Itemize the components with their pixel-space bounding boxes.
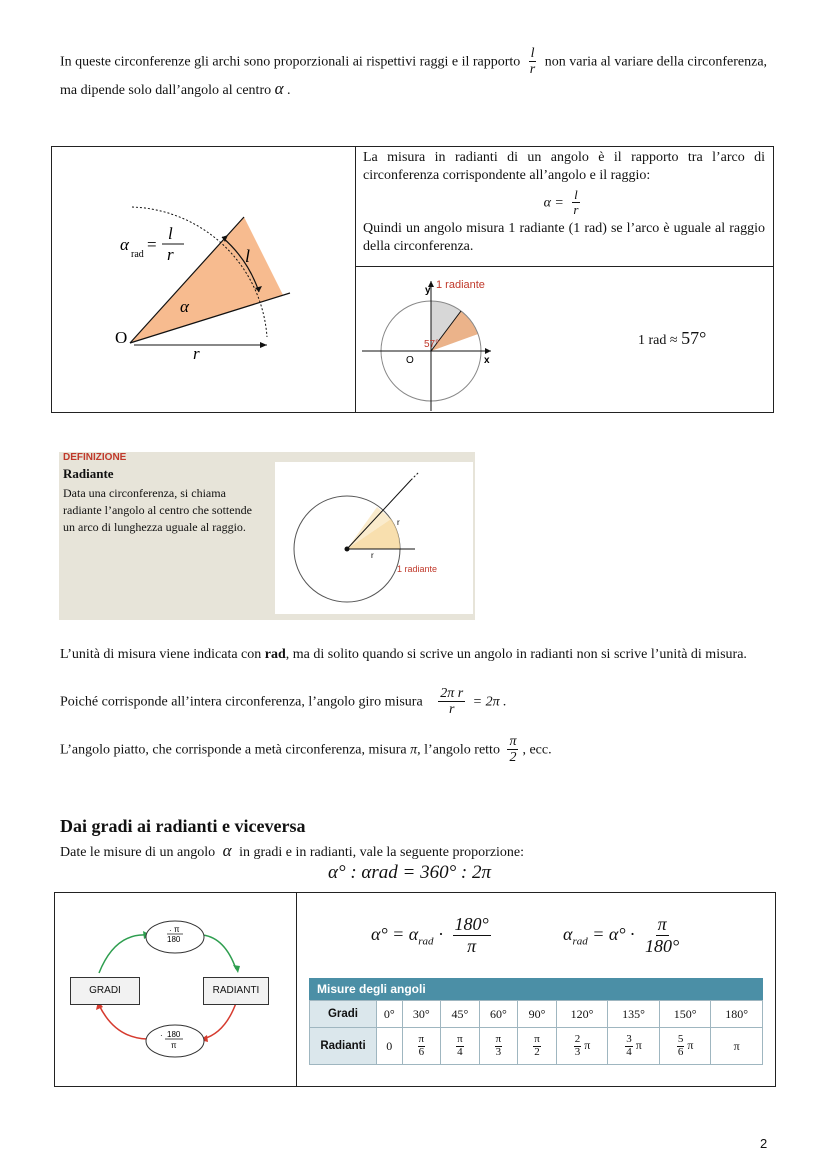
svg-text:l: l (168, 224, 173, 243)
svg-text:·: · (169, 926, 172, 935)
radius-label: r (193, 344, 200, 363)
proportion-formula: α° : αrad = 360° : 2π (328, 862, 492, 883)
svg-text:=: = (147, 235, 157, 254)
table-cell: $\frac{\pi}{6}$ (402, 1028, 441, 1065)
svg-text:O: O (406, 355, 414, 366)
one-radian-label-2: 1 radiante (397, 564, 438, 574)
page-number: 2 (760, 1136, 768, 1151)
radian-definition-box (51, 146, 774, 413)
svg-text:α: α (180, 297, 189, 316)
svg-text:r: r (371, 551, 374, 560)
unit-paragraph: L’unità di misura viene indicata con rad, ma di solito quando si scrive un angolo in radianti non si scrive l’unità di misura. (60, 647, 747, 662)
table-cell: $\frac{\pi}{3}$ (479, 1028, 518, 1065)
radian-definition-text: La misura in radianti di un angolo è il rapporto tra l’arco di circonferenza corrispondente all’angolo e il raggio: α = $\frac{l}{r}$ Quindi un angolo misura 1 radiante (1 rad) se l’arco è uguale al raggio della circonferenza. (363, 150, 765, 254)
table-cell: 0° (377, 1001, 403, 1028)
table-cell: π (711, 1028, 763, 1065)
deg-formula: $\alpha^\circ = \alpha_{rad}$ · $\frac{180^\circ}{\pi}$ (371, 914, 489, 956)
section-text: Date le misure di un angolo α in gradi e in radianti, vale la seguente proporzione: (60, 841, 525, 860)
table-cell: 150° (659, 1001, 711, 1028)
table-cell: $\frac{3}{4}$ π (608, 1028, 660, 1065)
table-cell: 60° (479, 1001, 518, 1028)
svg-text:r: r (397, 518, 400, 527)
table-cell: 120° (556, 1001, 608, 1028)
alpha-rad-label: α (120, 235, 129, 254)
intro-text-2: non varia al variare della circonferenza, ma dipende solo dall’angolo al centro (60, 54, 768, 99)
alpha-symbol: α (274, 79, 284, 99)
svg-text:x: x (484, 355, 490, 366)
intro-paragraph: In queste circonferenze gli archi sono proporzionali ai rispettivi raggi e il rapporto $\frac{l}{r}$ non varia al variare della circonferenza, ma dipende solo dall’angolo al centro α . (60, 46, 768, 99)
rad-formula: $\alpha_{rad} = \alpha^\circ$ · $\frac{\pi}{180^\circ}$ (563, 914, 680, 956)
radian-formula: α = $\frac{l}{r}$ (543, 187, 579, 218)
radian-angle-diagram (52, 147, 355, 412)
definition-tag: DEFINIZIONE (63, 452, 127, 463)
definition-card (59, 452, 475, 620)
table-cell: $\frac{5}{6}$ π (659, 1028, 711, 1065)
svg-text:y: y (425, 285, 431, 296)
svg-text:π: π (174, 925, 180, 934)
gradi-row-label: Gradi (310, 1001, 377, 1028)
conversion-box (54, 892, 776, 1087)
section-title: Dai gradi ai radianti e viceversa (60, 816, 306, 836)
svg-text:180: 180 (167, 1030, 181, 1039)
definition-title: Radiante (63, 466, 114, 481)
table-cell: 45° (441, 1001, 480, 1028)
one-radian-approx: 1 rad ≈ 57° (638, 328, 707, 348)
svg-text:180: 180 (167, 935, 181, 944)
ratio-fraction: $\frac{l}{r}$ (529, 46, 536, 78)
svg-text:·: · (160, 1031, 163, 1040)
radianti-box: RADIANTI (203, 977, 269, 1005)
origin-label: O (115, 328, 128, 347)
table-cell: 180° (711, 1001, 763, 1028)
svg-text:rad: rad (131, 249, 144, 260)
arc-l-label: l (245, 246, 251, 266)
definition-figure-panel (275, 462, 473, 614)
definition-text: Data una circonferenza, si chiama radiante l’angolo al centro che sottende un arco di lunghezza uguale al raggio. (63, 486, 252, 535)
angle-table-title: Misure degli angoli (309, 978, 763, 1000)
gradi-box: GRADI (70, 977, 140, 1005)
radian-circle-figure (275, 462, 473, 614)
table-row (310, 1001, 763, 1028)
table-cell: $\frac{\pi}{2}$ (518, 1028, 557, 1065)
one-radian-figure (356, 267, 516, 411)
giro-paragraph: Poiché corrisponde all’intera circonferenza, l’angolo giro misura $\frac{\text{2π r}}{r}$ = 2π . (60, 686, 507, 718)
radianti-row-label: Radianti (310, 1028, 377, 1065)
table-cell: 30° (402, 1001, 441, 1028)
table-cell: $\frac{2}{3}$ π (556, 1028, 608, 1065)
table-row (310, 1028, 763, 1065)
svg-text:r: r (167, 245, 174, 264)
table-cell: 90° (518, 1001, 557, 1028)
piatto-paragraph: L’angolo piatto, che corrisponde a metà circonferenza, misura π, l’angolo retto $\frac{\pi}{2}$ , ecc. (60, 734, 552, 766)
svg-text:π: π (171, 1041, 177, 1050)
angle-measures-table (309, 1000, 763, 1065)
svg-text:57°: 57° (424, 339, 440, 350)
intro-text: In queste circonferenze gli archi sono proporzionali ai rispettivi raggi e il rapporto (60, 54, 521, 70)
one-radian-label: 1 radiante (436, 279, 485, 291)
table-cell: $\frac{\pi}{4}$ (441, 1028, 480, 1065)
table-cell: 135° (608, 1001, 660, 1028)
table-cell: 0 (377, 1028, 403, 1065)
